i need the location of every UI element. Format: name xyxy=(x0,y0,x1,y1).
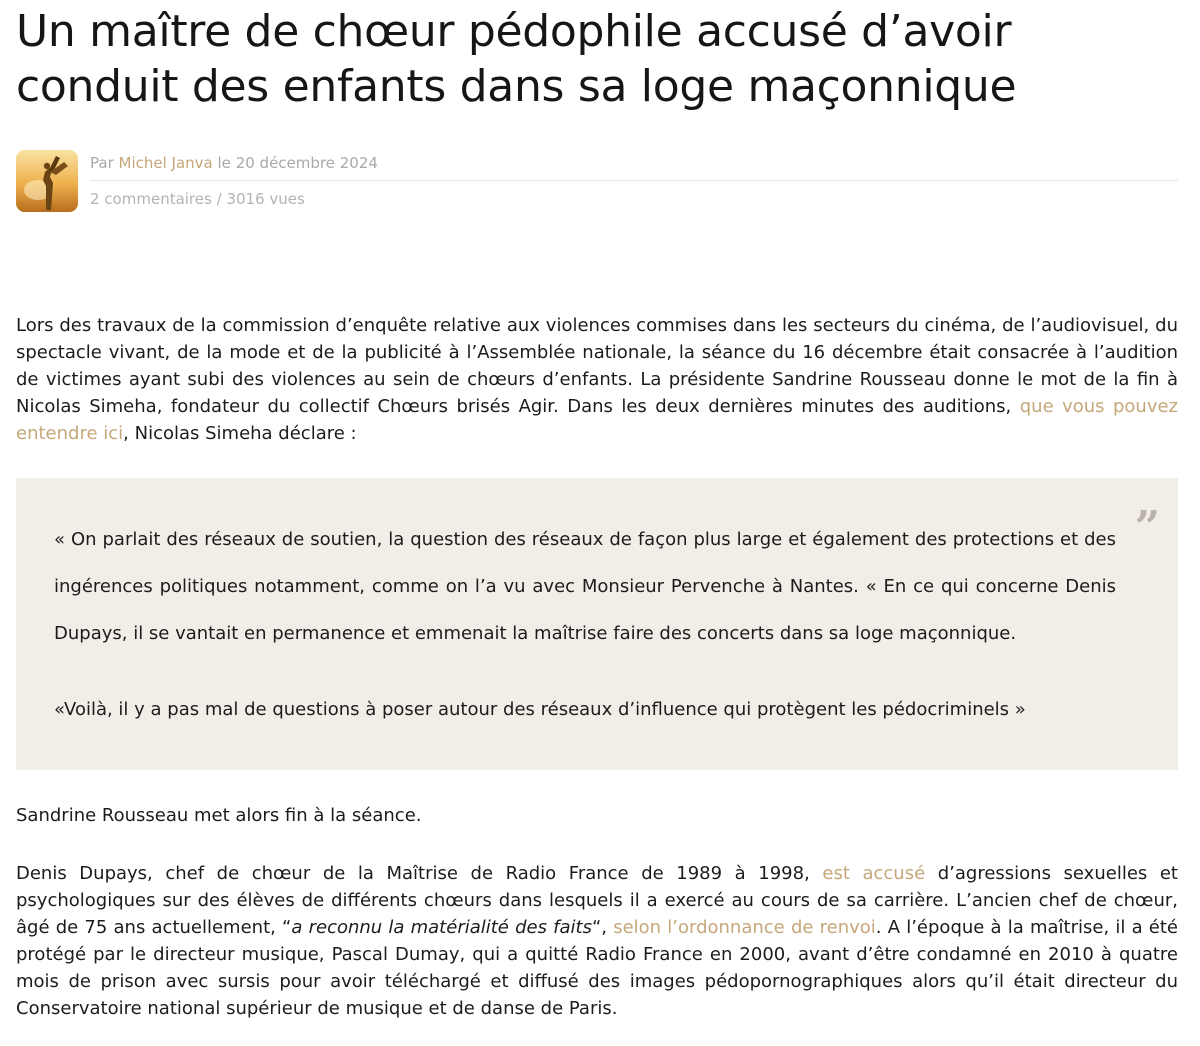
details-text-3: “, xyxy=(591,917,607,938)
author-avatar[interactable] xyxy=(16,150,78,212)
ordonnance-link[interactable]: selon l’ordonnance de renvoi xyxy=(613,917,876,938)
author-date-line xyxy=(90,150,1178,181)
article xyxy=(16,0,1178,1019)
article-title: Un maître de chœur pédophile accusé d’avoir conduit des enfants dans sa loge maçonnique xyxy=(16,6,1017,112)
details-text-2: d’agressions sexuelles et psychologiques sur des élèves de différents chœurs dans lesquels il a exercé au cours de sa carrière. L’ancien chef de chœur, âgé de 75 ans actuellement, “ xyxy=(16,863,1178,938)
closing-quote-icon: ” xyxy=(1134,502,1160,553)
quote-paragraph-2: «Voilà, il y a pas mal de questions à poser autour des réseaux d’influence qui protègent les pédocriminels » xyxy=(54,699,1026,720)
comments-count[interactable]: 2 commentaires xyxy=(90,190,212,208)
by-prefix: Par xyxy=(90,154,114,172)
audio-link[interactable]: que vous pouvez entendre ici xyxy=(16,396,1178,444)
stats-line xyxy=(90,181,1178,217)
blockquote xyxy=(16,478,1178,770)
intro-paragraph xyxy=(16,312,1178,447)
intro-text-end: , Nicolas Simeha déclare : xyxy=(123,423,357,444)
views-count: 3016 vues xyxy=(226,190,305,208)
author-link[interactable]: Michel Janva xyxy=(118,154,213,172)
details-italic-quote: a reconnu la matérialité des faits xyxy=(291,917,592,938)
paragraph-details xyxy=(16,860,1178,1022)
article-meta xyxy=(90,150,1178,217)
paragraph-closing-session: Sandrine Rousseau met alors fin à la séance. xyxy=(16,805,422,826)
byline xyxy=(16,150,1178,214)
intro-text: Lors des travaux de la commission d’enquête relative aux violences commises dans les secteurs du cinéma, de l’audiovisuel, du spectacle vivant, de la mode et de la publicité à l’Assemblée nationale, la séance du 16 décembre était consacrée à l’audition de victimes ayant subi des violences au sein de chœurs d’enfants. La présidente Sandrine Rousseau donne le mot de la fin à Nicolas Simeha, fondateur du collectif Chœurs brisés Agir. Dans les deux dernières minutes des auditions, xyxy=(16,315,1178,417)
accused-link[interactable]: est accusé xyxy=(822,863,926,884)
avatar-statue-icon xyxy=(16,150,78,212)
quote-paragraph-1: « On parlait des réseaux de soutien, la question des réseaux de façon plus large et également des protections et des ingérences politiques notamment, comme on l’a vu avec Monsieur Pervenche à Nantes. « En ce qui concerne Denis Dupays, il se vantait en permanence et emmenait la maîtrise faire des concerts dans sa loge maçonnique. xyxy=(54,529,1116,644)
date-prefix: le xyxy=(217,154,231,172)
details-text-1: Denis Dupays, chef de chœur de la Maîtrise de Radio France de 1989 à 1998, xyxy=(16,863,810,884)
details-text-4: . A l’époque à la maîtrise, il a été protégé par le directeur musique, Pascal Dumay, qui a quitté Radio France en 2000, avant d’être condamné en 2010 à quatre mois de prison avec sursis pour avoir téléchargé et diffusé des images pédopornographiques alors qu’il était directeur du Conservatoire national supérieur de musique et de danse de Paris. xyxy=(16,917,1178,1019)
stats-separator: / xyxy=(216,190,222,208)
publish-date: 20 décembre 2024 xyxy=(235,154,378,172)
